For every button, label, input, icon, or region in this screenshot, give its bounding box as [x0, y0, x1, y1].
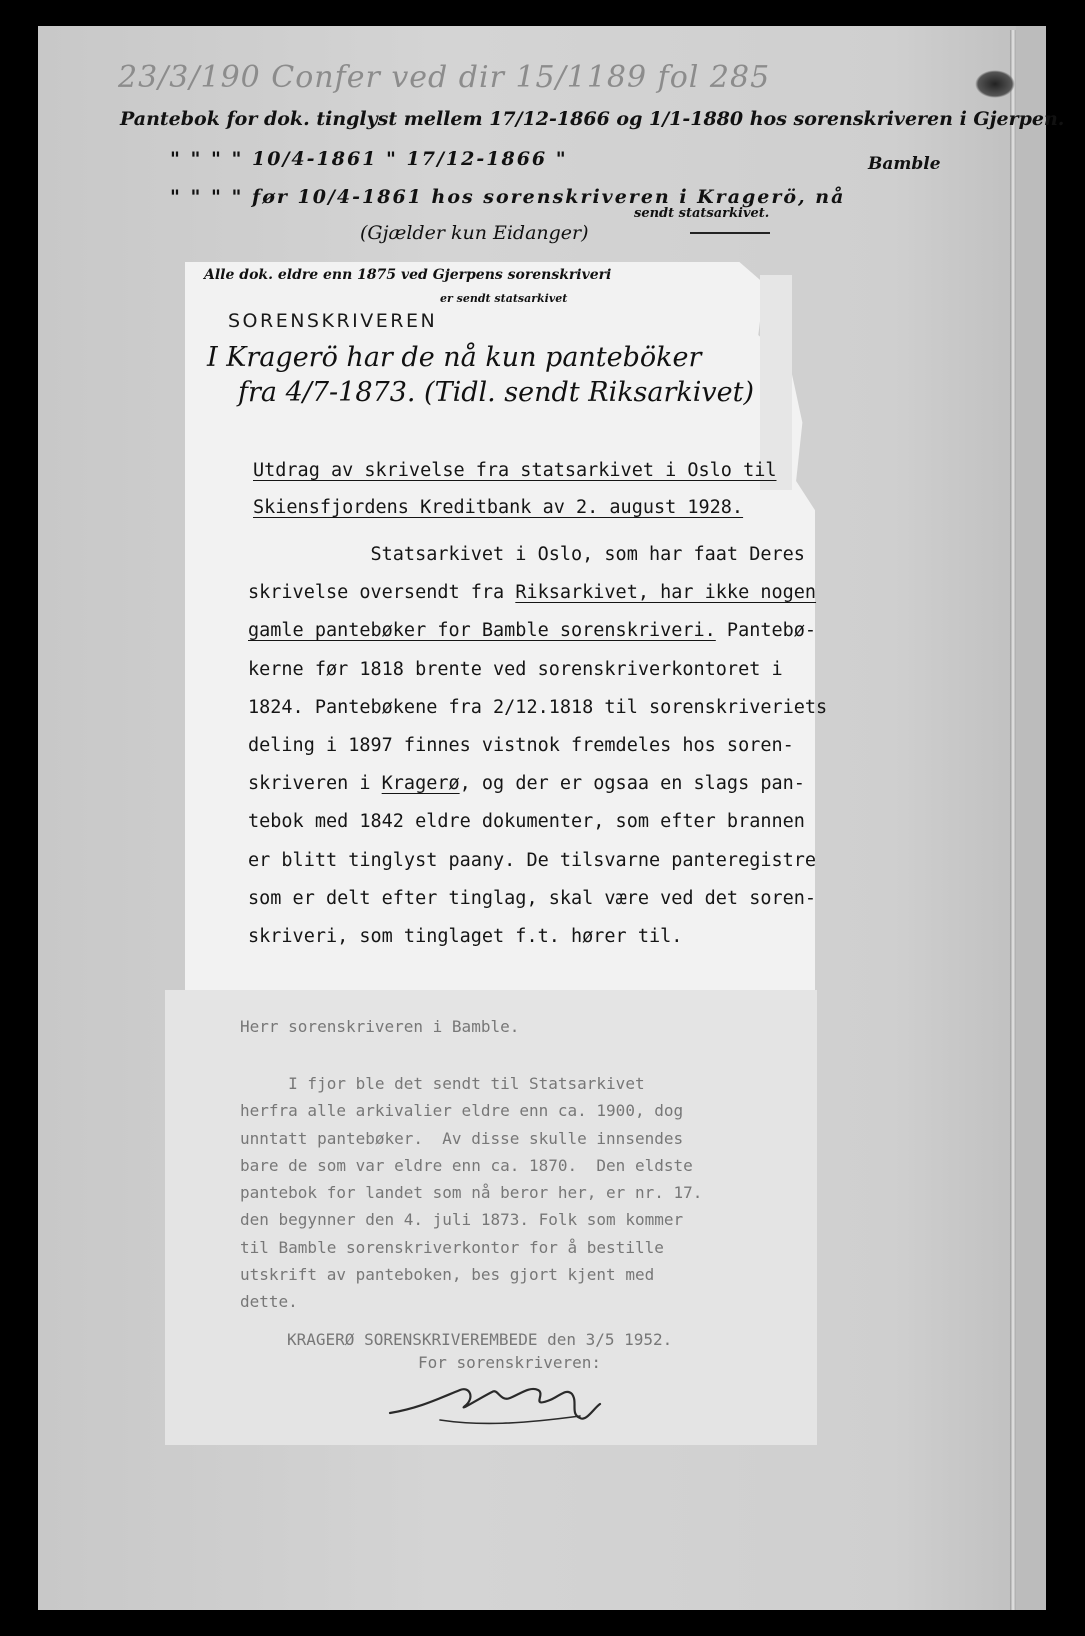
- notice-body-line: dette.: [240, 1292, 298, 1312]
- letter-body-underlined: gamle pantebøker for Bamble sorenskriveri.: [248, 620, 716, 642]
- handwritten-header-line-4: (Gjælder kun Eidanger): [360, 222, 589, 244]
- corner-mark: [975, 70, 1015, 98]
- letter-body-line: Statsarkivet i Oslo, som har faat Deres: [248, 544, 805, 565]
- handwritten-underline: [690, 232, 770, 234]
- letter-body-line: [248, 612, 827, 650]
- fold-line: [1010, 30, 1016, 1610]
- letter-body-text: skrivelse oversendt fra: [248, 582, 516, 604]
- handwritten-header-bamble: Bamble: [868, 154, 941, 174]
- letter-body-text: skriveren i: [248, 773, 382, 795]
- letter-body-text: , og der er ogsaa en slags pan-: [459, 773, 805, 795]
- letter-body: [248, 536, 827, 956]
- letter-body-text: Pantebø-: [715, 620, 817, 642]
- handwritten-header-line-3: " " " " før 10/4-1861 hos sorenskriveren i Kragerö, nå: [170, 186, 846, 208]
- letter-body-line: 1824. Pantebøkene fra 2/12.1818 til sorenskriveriets: [248, 696, 828, 718]
- notice-body-line: utskrift av panteboken, bes gjort kjent med: [240, 1265, 655, 1285]
- letter-body-underlined: Kragerø: [381, 773, 460, 795]
- letter-body-line: tebok med 1842 eldre dokumenter, som efter brannen: [248, 811, 805, 833]
- letter-hand-note-2: fra 4/7-1873. (Tidl. sendt Riksarkivet): [238, 377, 755, 408]
- faded-archive-note: 23/3/190 Confer ved dir 15/1189 fol 285: [118, 60, 771, 95]
- letter-body-line: deling i 1897 finnes vistnok fremdeles hos soren-: [248, 735, 794, 757]
- letter-body-line: [248, 765, 827, 803]
- letter-top-note: Alle dok. eldre enn 1875 ved Gjerpens sorenskriveri: [204, 267, 612, 283]
- handwritten-header-line-3-sub: sendt statsarkivet.: [634, 206, 770, 221]
- handwritten-header-line-2: " " " " 10/4-1861 " 17/12-1866 ": [170, 148, 568, 170]
- letter-heading-1: Utdrag av skrivelse fra statsarkivet i Oslo til: [253, 460, 777, 481]
- notice-body-line: til Bamble sorenskriverkontor for å bestille: [240, 1237, 664, 1257]
- notice-place-date: KRAGERØ SORENSKRIVEREMBEDE den 3/5 1952.: [287, 1330, 673, 1349]
- notice-for-line: For sorenskriveren:: [418, 1353, 602, 1372]
- notice-body-line: den begynner den 4. juli 1873. Folk som kommer: [240, 1210, 684, 1230]
- notice-salutation: Herr sorenskriveren i Bamble.: [240, 1017, 520, 1036]
- notice-body-line: unntatt pantebøker. Av disse skulle innsendes: [240, 1128, 684, 1148]
- letter-hand-note-1: I Kragerö har de nå kun panteböker: [207, 342, 702, 373]
- notice-body-line: pantebok for landet som nå beror her, er nr. 17.: [240, 1183, 703, 1203]
- letter-top-note-sub: er sendt statsarkivet: [440, 292, 568, 305]
- letter-body-line: er blitt tinglyst paany. De tilsvarne panteregistre: [248, 849, 817, 871]
- pasted-letter-torn-edge: [760, 275, 792, 490]
- handwritten-header-line-1: Pantebok for dok. tinglyst mellem 17/12-1866 og 1/1-1880 hos sorenskriveren i Gjerpen.: [120, 108, 1065, 130]
- letter-body-line: kerne før 1818 brente ved sorenskriverkontoret i: [248, 658, 783, 680]
- letter-body-line: som er delt efter tinglag, skal være ved det soren-: [248, 887, 817, 909]
- letterhead: SORENSKRIVEREN: [228, 310, 438, 332]
- notice-body-line: herfra alle arkivalier eldre enn ca. 1900, dog: [240, 1101, 684, 1121]
- letter-body-underlined: Riksarkivet, har ikke nogen: [515, 582, 817, 604]
- notice-body-line: bare de som var eldre enn ca. 1870. Den eldste: [240, 1155, 693, 1175]
- notice-body-line: I fjor ble det sendt til Statsarkivet: [240, 1074, 645, 1093]
- letter-body-line: [248, 574, 827, 612]
- letter-heading-2: Skiensfjordens Kreditbank av 2. august 1928.: [253, 497, 744, 518]
- signature: [380, 1368, 640, 1438]
- notice-body: [240, 1070, 702, 1316]
- page-edge: [1016, 26, 1046, 1610]
- letter-body-line: skriveri, som tinglaget f.t. hører til.: [248, 926, 683, 948]
